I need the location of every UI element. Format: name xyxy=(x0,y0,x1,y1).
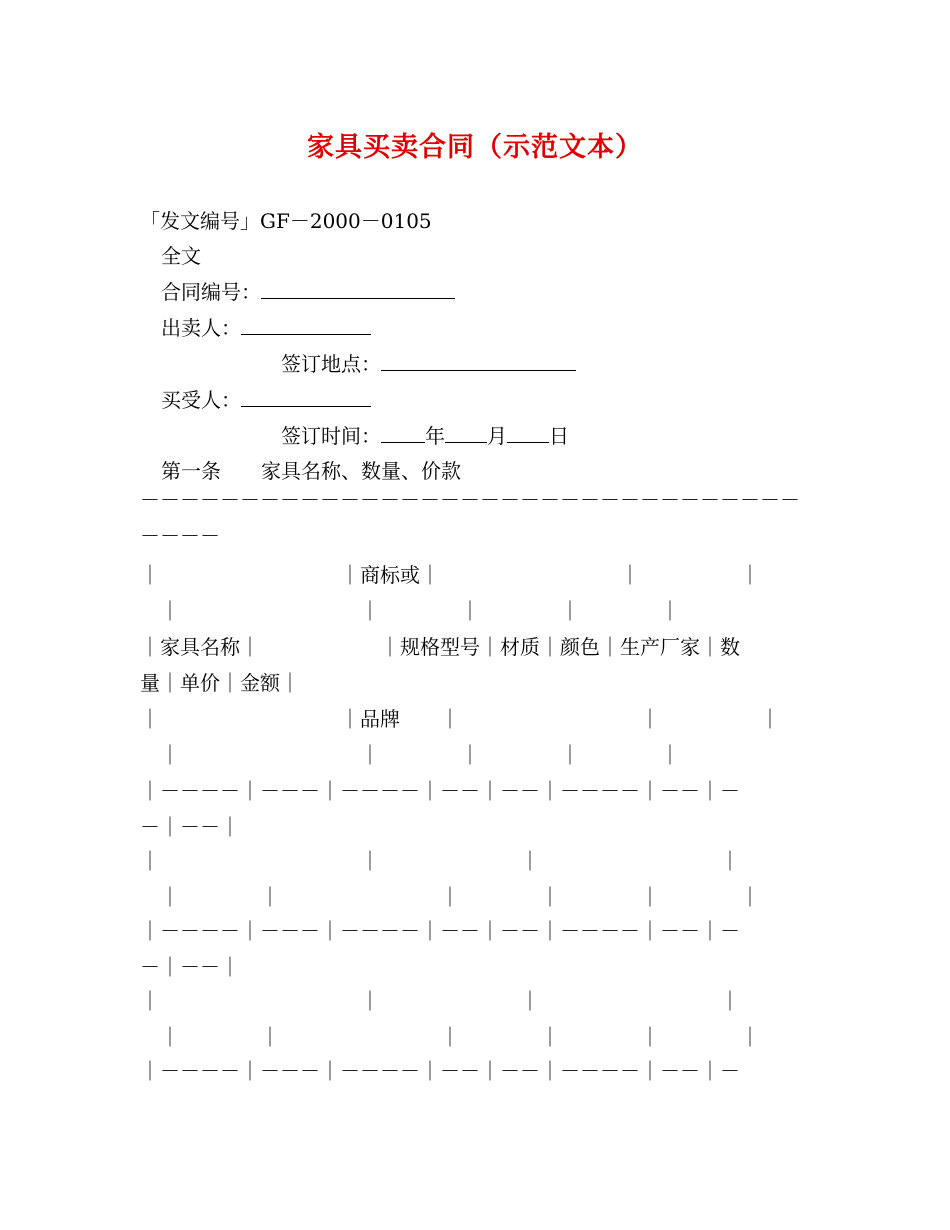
sign-place-blank xyxy=(381,350,576,371)
month-blank xyxy=(445,422,487,443)
article-1-heading: 第一条 家具名称、数量、价款 xyxy=(161,459,461,483)
table-text-line: ｜ ｜ ｜ ｜ ｜ ｜ xyxy=(140,1025,760,1049)
table-text-line: －－－－ xyxy=(140,524,220,548)
sign-place-label: 签订地点： xyxy=(281,352,381,376)
table-text-line: ｜家具名称｜ ｜规格型号｜材质｜颜色｜生产厂家｜数 xyxy=(140,635,740,659)
buyer-label: 买受人： xyxy=(161,388,241,412)
buyer-blank xyxy=(241,386,371,407)
table-text-line: ｜ ｜ ｜ ｜ xyxy=(140,849,740,873)
sign-time-label: 签订时间： xyxy=(281,424,381,448)
contract-number-row xyxy=(161,274,455,310)
table-text-line: ｜ ｜ ｜ ｜ xyxy=(140,989,740,1013)
day-blank xyxy=(507,422,549,443)
day-label: 日 xyxy=(549,424,569,448)
sign-time-row xyxy=(281,418,569,454)
year-blank xyxy=(381,422,425,443)
contract-number-label: 合同编号： xyxy=(161,280,261,304)
document-title: 家具买卖合同（示范文本） xyxy=(307,132,643,163)
table-text-line: －｜－－｜ xyxy=(140,815,240,839)
seller-blank xyxy=(241,314,371,335)
month-label: 月 xyxy=(487,424,507,448)
table-text-line: ｜ ｜ ｜ ｜ ｜ xyxy=(140,743,680,767)
seller-label: 出卖人： xyxy=(161,316,241,340)
table-text-line: ｜ ｜品牌 ｜ ｜ ｜ xyxy=(140,707,780,731)
year-label: 年 xyxy=(425,424,445,448)
seller-row xyxy=(161,310,371,346)
buyer-row xyxy=(161,382,371,418)
table-text-line: ｜－－－－｜－－－｜－－－－｜－－｜－－｜－－－－｜－－｜－ xyxy=(140,919,740,943)
table-text-line: 量｜单价｜金额｜ xyxy=(140,671,300,695)
contract-number-blank xyxy=(261,278,455,299)
table-text-line: ｜－－－－｜－－－｜－－－－｜－－｜－－｜－－－－｜－－｜－ xyxy=(140,779,740,803)
sign-place-row xyxy=(281,346,576,382)
table-text-line: ｜ ｜商标或｜ ｜ ｜ xyxy=(140,563,760,587)
table-text-line: ｜ ｜ ｜ ｜ ｜ xyxy=(140,599,680,623)
table-text-line: －｜－－｜ xyxy=(140,955,240,979)
table-text-line: ｜ ｜ ｜ ｜ ｜ ｜ xyxy=(140,885,760,909)
full-text-label: 全文 xyxy=(161,244,201,268)
table-text-line: －－－－－－－－－－－－－－－－－－－－－－－－－－－－－－－－－ xyxy=(140,488,800,512)
doc-number-line: 「发文编号」GF－2000－0105 xyxy=(140,209,432,233)
table-text-line: ｜－－－－｜－－－｜－－－－｜－－｜－－｜－－－－｜－－｜－ xyxy=(140,1059,740,1083)
